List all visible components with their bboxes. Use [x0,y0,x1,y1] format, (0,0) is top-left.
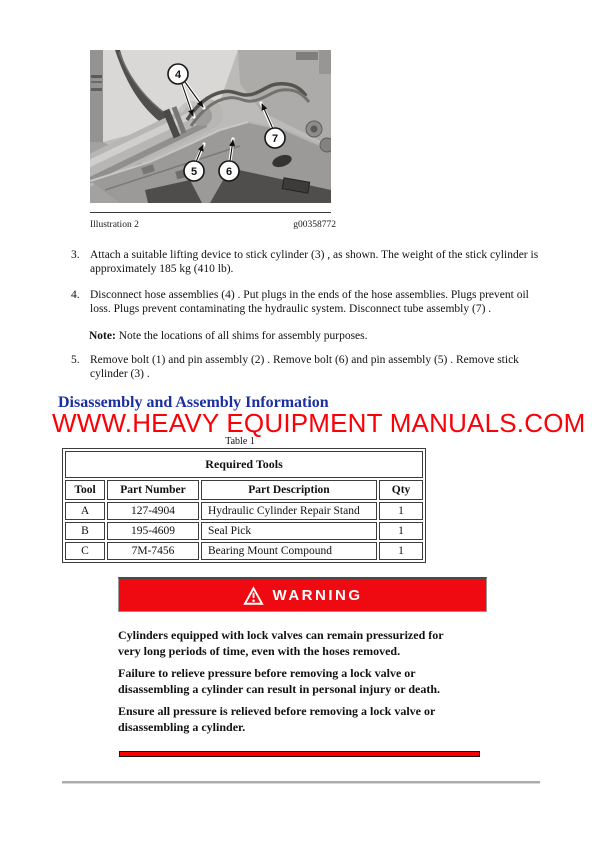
column-part-description: Part Description [201,480,377,500]
callout-4 [168,64,188,84]
table-header-row [65,480,423,500]
required-tools-table [62,448,426,563]
warning-title: WARNING [272,586,363,604]
red-separator-bar [119,751,480,757]
callout-4-label: 4 [174,69,182,81]
table-row [65,502,423,520]
cell-part-number: 7M-7456 [107,542,199,560]
cell-part-number: 195-4609 [107,522,199,540]
warning-triangle-icon [243,586,264,605]
step-5-number: 5. [71,354,80,366]
illustration-number: Illustration 2 [90,220,139,230]
illustration-graphic-id: g00358772 [293,220,336,230]
callout-7-label: 7 [271,133,279,145]
cell-tool: A [65,502,105,520]
callout-5 [184,161,204,181]
step-5-text: Remove bolt (1) and pin assembly (2) . Remove bolt (6) and pin assembly (5) . Remove stick cylinder (3) . [90,354,519,380]
cell-qty: 1 [379,502,423,520]
column-tool: Tool [65,480,105,500]
step-4-number: 4. [71,289,80,301]
cell-part-number: 127-4904 [107,502,199,520]
cell-tool: C [65,542,105,560]
warning-paragraph-3: Ensure all pressure is relieved before removing a lock valve or disassembling a cylinder. [118,704,436,734]
cell-tool: B [65,522,105,540]
column-part-number: Part Number [107,480,199,500]
warning-paragraph-1: Cylinders equipped with lock valves can remain pressurized for very long periods of time, even with the hoses removed. [118,628,444,658]
callout-6-label: 6 [225,166,233,178]
stick-cylinder-photo [90,50,331,203]
table-title: Required Tools [65,451,423,478]
note-label: Note: [89,330,116,342]
step-4-text: Disconnect hose assemblies (4) . Put plugs in the ends of the hose assemblies. Plugs prevent oil loss. Plugs prevent contaminating the hydraulic system. Disconnect tube assembly (7) . [90,289,529,315]
callout-5-label: 5 [190,166,198,178]
step-5 [71,353,541,381]
step-3 [71,248,541,276]
illustration-caption [90,220,336,230]
callout-6 [219,161,239,181]
illustration-photo [90,50,331,203]
table-row [65,542,423,560]
note-paragraph [89,329,541,343]
wall-post [90,50,103,142]
step-3-number: 3. [71,249,80,261]
table-row [65,522,423,540]
warning-paragraph-2: Failure to relieve pressure before removing a lock valve or disassembling a cylinder can result in personal injury or death. [118,666,441,696]
column-qty: Qty [379,480,423,500]
cell-part-description: Seal Pick [201,522,377,540]
step-3-text: Attach a suitable lifting device to stick cylinder (3) , as shown. The weight of the stick cylinder is approximately 185 kg (410 lb). [90,249,539,275]
cell-qty: 1 [379,542,423,560]
illustration-divider [90,212,331,213]
callout-7 [265,128,285,148]
warning-text [118,628,468,742]
warning-banner [118,577,487,612]
cell-part-description: Bearing Mount Compound [201,542,377,560]
step-4 [71,288,541,316]
cell-part-description: Hydraulic Cylinder Repair Stand [201,502,377,520]
section-heading: Disassembly and Assembly Information [58,394,329,411]
note-text: Note the locations of all shims for assembly purposes. [115,330,368,342]
table-label: Table 1 [225,436,255,447]
cell-qty: 1 [379,522,423,540]
page-divider-line [62,781,540,784]
watermark-text: WWW.HEAVY EQUIPMENT MANUALS.COM [52,408,586,438]
